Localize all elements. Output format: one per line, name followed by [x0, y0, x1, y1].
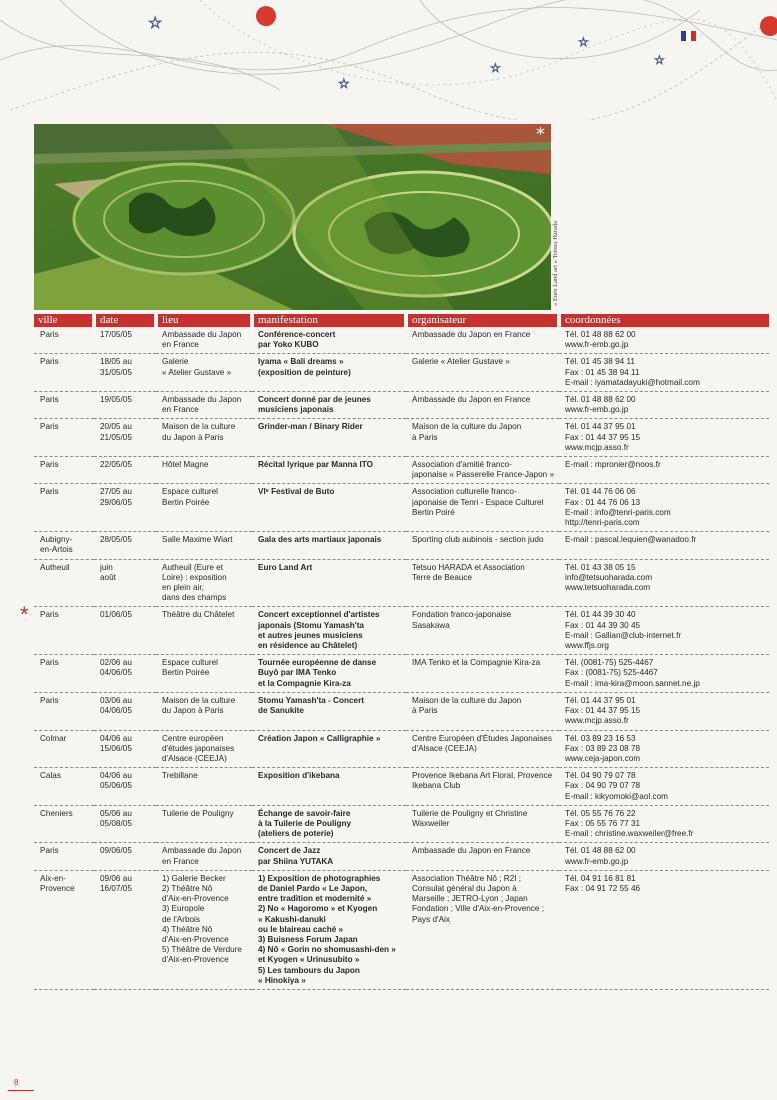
header-coordonnees: coordonnées	[559, 314, 769, 327]
cell-lieu: Galerie « Atelier Gustave »	[156, 354, 252, 392]
table-row	[34, 532, 769, 559]
cell-manifestation: Gala des arts martiaux japonais	[252, 532, 406, 559]
cell-date: 22/05/05	[94, 457, 156, 484]
svg-text:☆: ☆	[148, 13, 163, 32]
table-row	[34, 692, 769, 730]
cell-organisateur: Association Théâtre Nô ; R2I ; Consulat général du Japon à Marseille ; JETRO-Lyon ; Japan Fondation ; Ville d'Aix-en-Provence ; Pays d'Aix	[406, 870, 559, 989]
cell-date: 19/05/05	[94, 392, 156, 419]
cell-ville: Paris	[34, 354, 94, 392]
cell-manifestation: Création Japon « Calligraphie »	[252, 730, 406, 768]
cell-manifestation: Échange de savoir-faire à la Tuilerie de Pouligny (ateliers de poterie)	[252, 805, 406, 843]
table-row	[34, 843, 769, 870]
cell-lieu: Théâtre du Châtelet	[156, 607, 252, 655]
cell-coordonnees: Tél. 01 45 38 94 11 Fax : 01 45 38 94 11 E-mail : iyamatadayuki@hotmail.com	[559, 354, 769, 392]
cell-coordonnees: Tél. 01 48 88 62 00 www.fr-emb.go.jp	[559, 392, 769, 419]
cell-date: 01/06/05	[94, 607, 156, 655]
cell-organisateur: Association d'amitié franco- japonaise « Passerelle France-Japon »	[406, 457, 559, 484]
cell-organisateur: Ambassade du Japon en France	[406, 392, 559, 419]
table-row	[34, 870, 769, 989]
cell-lieu: Salle Maxime Wiart	[156, 532, 252, 559]
cell-manifestation: Tournée européenne de danse Buyô par IMA Tenko et la Compagnie Kira-za	[252, 655, 406, 693]
table-row	[34, 768, 769, 806]
cell-manifestation: Concert exceptionnel d'artistes japonais (Stomu Yamash'ta et autres jeunes musiciens en résidence au Châtelet)	[252, 607, 406, 655]
cell-ville: Cheniers	[34, 805, 94, 843]
cell-organisateur: Tetsuo HARADA et Association Terre de Beauce	[406, 559, 559, 607]
header-organisateur: organisateur	[406, 314, 559, 327]
cell-ville: Aix-en- Provence	[34, 870, 94, 989]
cell-organisateur: Galerie « Atelier Gustave »	[406, 354, 559, 392]
cell-date: 20/05 au 21/05/05	[94, 419, 156, 457]
cell-coordonnees: Tél. 01 44 37 95 01 Fax : 01 44 37 95 15 www.mcjp.asso.fr	[559, 692, 769, 730]
cell-ville: Paris	[34, 457, 94, 484]
cell-manifestation: Récital lyrique par Manna ITO	[252, 457, 406, 484]
cell-date: 03/06 au 04/06/05	[94, 692, 156, 730]
cell-coordonnees: Tél. 01 48 88 62 00 www.fr-emb.go.jp	[559, 843, 769, 870]
cell-coordonnees: Tél. 01 44 39 30 40 Fax : 01 44 39 30 45 E-mail : Gallian@club-internet.fr www.ffjs.org	[559, 607, 769, 655]
flag-icon	[681, 31, 696, 41]
cell-coordonnees: Tél. 04 91 16 81 81 Fax : 04 91 72 55 46	[559, 870, 769, 989]
cell-organisateur: Association culturelle franco- japonaise de Tenri - Espace Culturel Bertin Poiré	[406, 484, 559, 532]
cell-ville: Paris	[34, 692, 94, 730]
page-number-rule	[8, 1090, 34, 1091]
cell-date: 28/05/05	[94, 532, 156, 559]
table-row	[34, 392, 769, 419]
cell-lieu: Ambassade du Japon en France	[156, 843, 252, 870]
cell-organisateur: Tuilerie de Pouligny et Christine Waxweiler	[406, 805, 559, 843]
red-dot-icon	[256, 6, 276, 26]
cell-lieu: Ambassade du Japon en France	[156, 392, 252, 419]
cell-lieu: Espace culturel Bertin Poirée	[156, 484, 252, 532]
cell-lieu: Autheuil (Eure et Loire) : exposition en plein air, dans des champs	[156, 559, 252, 607]
cell-coordonnees: Tél. 03 89 23 16 53 Fax : 03 89 23 08 78 www.ceja-japon.com	[559, 730, 769, 768]
cell-organisateur: IMA Tenko et la Compagnie Kira-za	[406, 655, 559, 693]
cell-coordonnees: Tél. 01 44 76 06 06 Fax : 01 44 76 06 13 E-mail : info@tenri-paris.com http://tenri-paris.com	[559, 484, 769, 532]
cell-lieu: Ambassade du Japon en France	[156, 327, 252, 354]
cell-date: 17/05/05	[94, 327, 156, 354]
svg-text:☆: ☆	[338, 77, 350, 92]
cell-lieu: Hôtel Magne	[156, 457, 252, 484]
table-row	[34, 730, 769, 768]
cell-coordonnees: E-mail : mpronier@noos.fr	[559, 457, 769, 484]
cell-manifestation: VIᵉ Festival de Buto	[252, 484, 406, 532]
cell-manifestation: Grinder-man / Binary Rider	[252, 419, 406, 457]
cell-organisateur: Sporting club aubinois - section judo	[406, 532, 559, 559]
cell-manifestation: 1) Exposition de photographies de Daniel Pardo « Le Japon, entre tradition et modernité » 2) No « Hagoromo » et Kyogen « Kakushi-danuki ou le blaireau caché » 3) Buisness Forum Japan 4) Nô « Gorin no shomusashi-den » et Kyogen « Urinusubito » 5) Les tambours du Japon « Hinokiya »	[252, 870, 406, 989]
cell-ville: Paris	[34, 607, 94, 655]
cell-coordonnees: E-mail : pascal.lequien@wanadoo.fr	[559, 532, 769, 559]
svg-text:☆: ☆	[490, 61, 501, 75]
cell-ville: Autheuil	[34, 559, 94, 607]
cell-manifestation: Iyama « Bali dreams » (exposition de peinture)	[252, 354, 406, 392]
cell-lieu: Trebillane	[156, 768, 252, 806]
cell-date: 02/06 au 04/06/05	[94, 655, 156, 693]
events-table	[34, 314, 769, 990]
header-ville: ville	[34, 314, 94, 327]
table-row	[34, 327, 769, 354]
cell-coordonnees: Tél. (0081-75) 525-4467 Fax : (0081-75) 525-4467 E-mail : ima-kira@moon.sannet.ne.jp	[559, 655, 769, 693]
cell-date: 27/05 au 29/06/05	[94, 484, 156, 532]
header-manifestation: manifestation	[252, 314, 406, 327]
cell-ville: Aubigny- en-Artois	[34, 532, 94, 559]
table-row	[34, 484, 769, 532]
cell-date: 09/06/05	[94, 843, 156, 870]
cell-ville: Colmar	[34, 730, 94, 768]
table-row	[34, 805, 769, 843]
cell-manifestation: Exposition d'ikebana	[252, 768, 406, 806]
cell-coordonnees: Tél. 01 44 37 95 01 Fax : 01 44 37 95 15 www.mcjp.asso.fr	[559, 419, 769, 457]
cell-ville: Paris	[34, 327, 94, 354]
cell-coordonnees: Tél. 01 48 88 62 00 www.fr-emb.go.jp	[559, 327, 769, 354]
cell-ville: Paris	[34, 419, 94, 457]
cell-date: 04/06 au 05/06/05	[94, 768, 156, 806]
header-decoration	[0, 0, 777, 120]
cell-manifestation: Concert donné par de jeunes musiciens japonais	[252, 392, 406, 419]
cell-date: juin août	[94, 559, 156, 607]
cell-manifestation: Euro Land Art	[252, 559, 406, 607]
table-row	[34, 559, 769, 607]
cell-date: 09/06 au 16/07/05	[94, 870, 156, 989]
cell-organisateur: Maison de la culture du Japon à Paris	[406, 419, 559, 457]
cell-date: 18/05 au 31/05/05	[94, 354, 156, 392]
asterisk-marker-icon: *	[20, 602, 29, 627]
cell-ville: Paris	[34, 655, 94, 693]
cell-ville: Paris	[34, 484, 94, 532]
photo-credit: « Euro Land art » Tetsuo Harada	[552, 221, 559, 306]
asterisk-icon: *	[536, 124, 545, 145]
cell-date: 05/06 au 05/08/05	[94, 805, 156, 843]
cell-organisateur: Centre Européen d'Études Japonaises d'Alsace (CEEJA)	[406, 730, 559, 768]
cell-lieu: Maison de la culture du Japon à Paris	[156, 419, 252, 457]
page-number: 8	[14, 1078, 19, 1087]
cell-organisateur: Fondation franco-japonaise Sasakawa	[406, 607, 559, 655]
cell-manifestation: Concert de Jazz par Shiina YUTAKA	[252, 843, 406, 870]
cell-coordonnees: Tél. 01 43 38 05 15 info@tetsuoharada.com www.tetsuoharada.com	[559, 559, 769, 607]
cell-lieu: 1) Galerie Becker 2) Théâtre Nô d'Aix-en-Provence 3) Europole de l'Arbois 4) Théâtre Nô d'Aix-en-Provence 5) Théâtre de Verdure d'Aix-en-Provence	[156, 870, 252, 989]
table-row	[34, 607, 769, 655]
cell-organisateur: Ambassade du Japon en France	[406, 327, 559, 354]
table-row	[34, 419, 769, 457]
cell-ville: Paris	[34, 843, 94, 870]
cell-lieu: Tuilerie de Pouligny	[156, 805, 252, 843]
table-row	[34, 457, 769, 484]
cell-organisateur: Provence Ikebana Art Floral, Provence Ikebana Club	[406, 768, 559, 806]
table-row	[34, 655, 769, 693]
table-row	[34, 354, 769, 392]
header-lieu: lieu	[156, 314, 252, 327]
cell-organisateur: Maison de la culture du Japon à Paris	[406, 692, 559, 730]
table-header-row	[34, 314, 769, 327]
cell-coordonnees: Tél. 05 55 76 76 22 Fax : 05 55 76 77 31 E-mail : christine.waxweiler@free.fr	[559, 805, 769, 843]
cell-coordonnees: Tél. 04 90 79 07 78 Fax : 04 90 79 07 78 E-mail : kikyomoki@aol.com	[559, 768, 769, 806]
cell-lieu: Maison de la culture du Japon à Paris	[156, 692, 252, 730]
cell-date: 04/06 au 15/06/05	[94, 730, 156, 768]
svg-text:☆: ☆	[578, 35, 589, 49]
cell-manifestation: Stomu Yamash'ta - Concert de Sanukite	[252, 692, 406, 730]
header-date: date	[94, 314, 156, 327]
cell-lieu: Espace culturel Bertin Poirée	[156, 655, 252, 693]
red-dot-icon	[760, 16, 777, 36]
svg-text:☆: ☆	[654, 53, 665, 67]
cell-lieu: Centre européen d'études japonaises d'Alsace (CEEJA)	[156, 730, 252, 768]
cell-ville: Paris	[34, 392, 94, 419]
cell-ville: Calas	[34, 768, 94, 806]
aerial-photo	[34, 124, 551, 310]
cell-organisateur: Ambassade du Japon en France	[406, 843, 559, 870]
cell-manifestation: Conférence-concert par Yoko KUBO	[252, 327, 406, 354]
